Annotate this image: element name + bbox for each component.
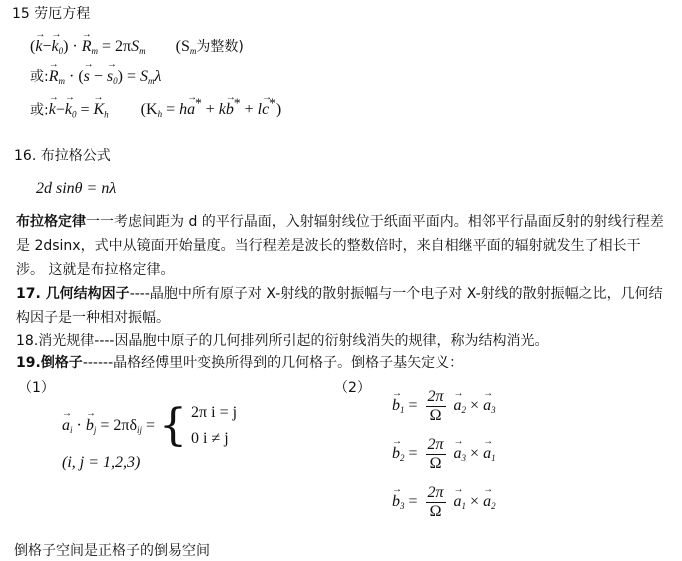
section-17-paragraph (16, 282, 666, 330)
eq1-note-sub: m (189, 46, 197, 56)
case-i-not-j: 0 i ≠ j (191, 430, 229, 447)
s17-term: 几何结构因子 (45, 286, 130, 302)
eq2-prefix: 或: (30, 69, 49, 85)
section-18-paragraph: 18.消光规律----因晶胞中原子的几何排列所引起的衍射线消失的规律，称为结构消光。 (16, 333, 549, 349)
eq1-note-tail: 为整数) (196, 39, 244, 55)
s17-num: 17. (16, 286, 46, 302)
bragg-formula: 2d sinθ = nλ (36, 180, 117, 197)
laue-equation-3: 或:→ $k-\to k_0$ = → $K_h$ $(K_h = h\to a^* + k\to b^* + l\to c^*)$ (30, 96, 281, 119)
bragg-law-term: 布拉格定律 (16, 214, 86, 230)
b3-den: Ω (429, 503, 442, 520)
s19-term: 倒格子 (40, 355, 83, 371)
label-case-2: （2） (334, 380, 371, 396)
b3-num: 2π (427, 484, 444, 501)
s17-text: ----晶胞中所有原子对 X-射线的散射振幅与一个电子对 X-射线的散射振幅之比，几何结构因子是一种相对振幅。 (16, 286, 663, 326)
b3-definition: → $b_3$ = $\frac{2\pi}{\Omega}$ → $a_1$ × → $a_2$ (392, 484, 496, 521)
label-case-1: （1） (18, 380, 55, 396)
eq1-note-open: (S (175, 38, 190, 55)
reciprocal-orthogonality-eq: → $a_i$ · → $b_j = 2\pi\delta_{ij}$ = { 2π i = j 0 i ≠ j (62, 400, 237, 452)
bragg-law-paragraph (16, 210, 666, 282)
b2-num: 2π (427, 436, 444, 453)
index-range: (i, j = 1,2,3) (62, 454, 141, 471)
section-15-title: 15 劳厄方程 (12, 6, 91, 22)
b1-definition: → $b_1$ = $\frac{2\pi}{\Omega}$ → $a_2$ × → $a_3$ (392, 388, 496, 425)
b1-num: 2π (427, 388, 444, 405)
b2-den: Ω (429, 455, 442, 472)
s19-num: 19. (16, 355, 41, 371)
case-i-equals-j: 2π i = j (191, 404, 238, 421)
laue-equation-1: (→ $k-\to k_0$) · → $R_m = 2\pi S_m$ ($S_m$为整数) (30, 36, 244, 56)
section-19-paragraph (16, 351, 666, 375)
b2-definition: → $b_2$ = $\frac{2\pi}{\Omega}$ → $a_3$ × → $a_1$ (392, 436, 496, 473)
eq3-prefix: 或: (30, 102, 49, 119)
s19-text: ------晶格经傅里叶变换所得到的几何格子。倒格子基矢定义： (82, 355, 464, 371)
footer-text: 倒格子空间是正格子的倒易空间 (14, 543, 210, 559)
bragg-law-text: 一一考虑间距为 d 的平行晶面，入射辐射线位于纸面平面内。相邻平行晶面反射的射线行程差是 2dsinx，式中从镜面开始量度。当行程差是波长的整数倍时，来自相继平面的辐射就发生了相长干涉。 这就是布拉格定律。 (16, 214, 664, 278)
b1-den: Ω (429, 407, 442, 424)
laue-equation-2: 或:→ $R_m$ · (→ s − → $s_0) = S_m\lambda$ (30, 66, 161, 86)
section-16-title: 16. 布拉格公式 (14, 148, 111, 164)
